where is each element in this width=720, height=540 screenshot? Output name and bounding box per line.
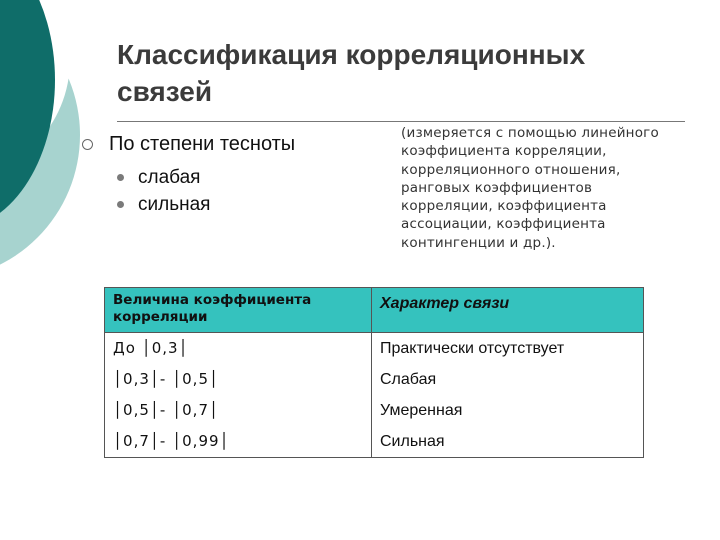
correlation-table: [104, 287, 644, 458]
sub-bullet-item: [117, 191, 210, 218]
column-header-relation: Характер связи: [372, 288, 644, 333]
column-header-coefficient: Величина коэффициента корреляции: [105, 288, 372, 333]
dot-bullet-icon: [117, 201, 124, 208]
table-cell-relation: Практически отсутствует: [372, 333, 644, 365]
table-header-row: [105, 288, 644, 333]
sub-bullet-text: сильная: [138, 194, 211, 215]
table-cell-range: │0,7│- │0,99│: [105, 426, 372, 458]
sub-bullet-item: [117, 164, 210, 191]
table-row: [105, 364, 644, 395]
main-bullet-text: По степени тесноты: [109, 133, 296, 155]
sub-bullet-list: [117, 164, 210, 218]
title-divider: [117, 121, 685, 122]
table-cell-relation: Слабая: [372, 364, 644, 395]
table-row: [105, 333, 644, 365]
table-row: [105, 395, 644, 426]
table-cell-relation: Умеренная: [372, 395, 644, 426]
slide-title: Классификация корреляционных связей: [117, 39, 586, 107]
table-cell-relation: Сильная: [372, 426, 644, 458]
dot-bullet-icon: [117, 174, 124, 181]
table-cell-range: │0,5│- │0,7│: [105, 395, 372, 426]
ring-bullet-icon: [82, 139, 93, 150]
main-bullet: [82, 132, 295, 156]
sub-bullet-text: слабая: [138, 167, 201, 188]
table-cell-range: До │0,3│: [105, 333, 372, 365]
measurement-note: (измеряется с помощью линейного коэффициента корреляции, корреляционного отношения, ранговых коэффициентов корреляции, коэффициента ассоциации, коэффициента контингенции и др.).: [401, 125, 659, 251]
table-row: [105, 426, 644, 458]
table-cell-range: │0,3│- │0,5│: [105, 364, 372, 395]
